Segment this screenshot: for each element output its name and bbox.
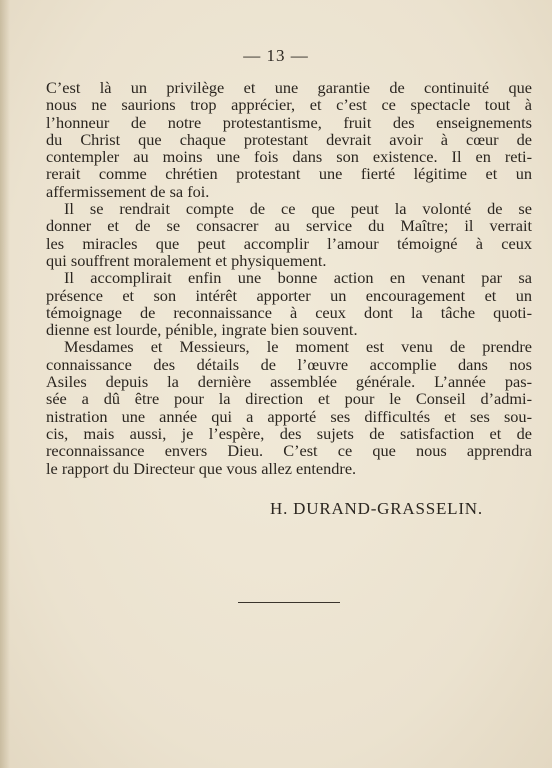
text-line: Il se rendrait compte de ce que peut la volonté de se	[64, 199, 532, 219]
page-edge-shadow	[0, 0, 10, 768]
text-line: rerait comme chrétien protestant une fierté légitime et un	[46, 164, 532, 184]
text-line: témoignage de reconnaissance à ceux dont la tâche quoti-	[46, 302, 532, 322]
text-line: présence et son intérêt apporter un encouragement et un	[46, 285, 532, 305]
signature: H. DURAND-GRASSELIN.	[270, 499, 483, 518]
horizontal-rule	[238, 602, 340, 603]
text-line: le rapport du Directeur que vous allez entendre.	[46, 458, 357, 478]
text-line: les miracles que peut accomplir l’amour témoigné à ceux	[46, 233, 532, 253]
text-line: Asiles depuis la dernière assemblée générale. L’année pas-	[46, 372, 532, 392]
page-number: — 13 —	[243, 46, 309, 65]
text-line: du Christ que chaque protestant devrait avoir à cœur de	[46, 129, 532, 149]
text-line: connaissance des détails de l’œuvre accomplie dans nos	[46, 354, 532, 374]
text-line: l’honneur de notre protestantisme, fruit des enseignements	[46, 112, 532, 132]
text-line: dienne est lourde, pénible, ingrate bien souvent.	[46, 320, 358, 340]
text-line: qui souffrent moralement et physiquement.	[46, 250, 327, 270]
text-line: nistration une année qui a apporté ses difficultés et ses sou-	[46, 406, 532, 426]
text-line: Mesdames et Messieurs, le moment est venu de prendre	[64, 337, 532, 357]
text-line: donner et de se consacrer au service du Maître; il verrait	[46, 216, 532, 236]
text-line: cis, mais aussi, je l’espère, des sujets de satisfaction et de	[46, 423, 532, 443]
text-line: contempler au moins une fois dans son existence. Il en reti-	[46, 147, 532, 167]
text-line: sée a dû être pour la direction et pour le Conseil d’admi-	[46, 389, 532, 409]
text-line: affermissement de sa foi.	[46, 181, 210, 201]
body-text	[46, 79, 532, 477]
text-line: reconnaissance envers Dieu. C’est ce que nous apprendra	[46, 441, 532, 461]
text-line: nous ne saurions trop apprécier, et c’est ce spectacle tout à	[46, 95, 532, 115]
text-line: C’est là un privilège et une garantie de continuité que	[46, 78, 532, 97]
text-line: Il accomplirait enfin une bonne action en venant par sa	[64, 268, 532, 288]
